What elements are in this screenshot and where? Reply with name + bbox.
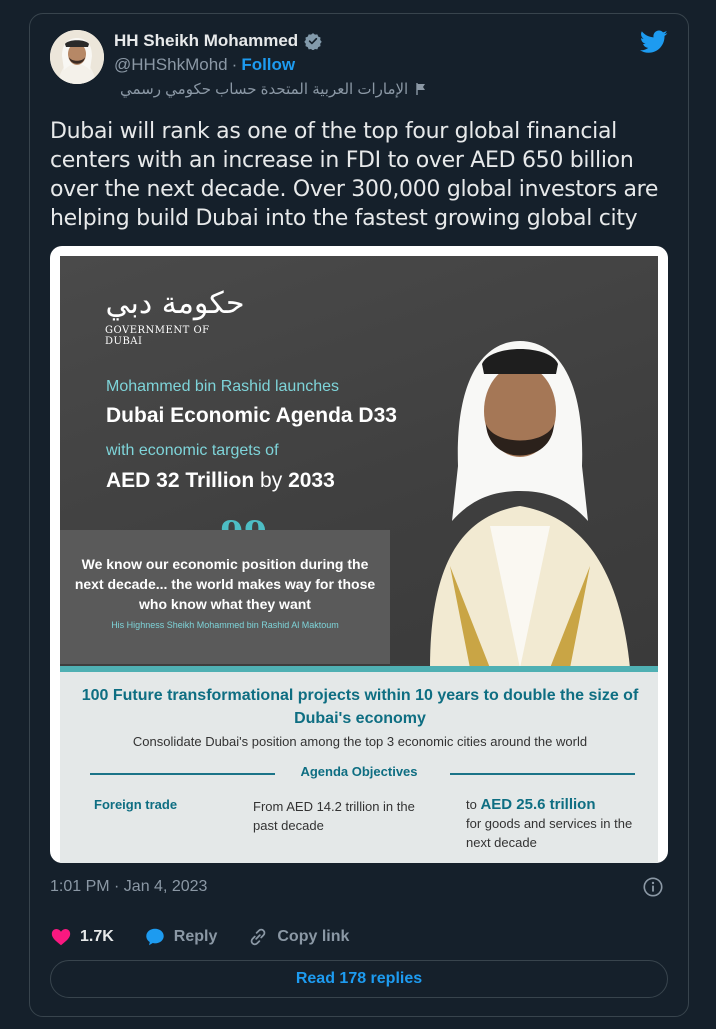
- twitter-bird-icon[interactable]: [640, 30, 668, 54]
- copy-link-button[interactable]: [247, 926, 349, 948]
- foreign-trade-label: Foreign trade: [94, 797, 178, 812]
- poster-launch-text: Mohammed bin Rashid launches: [106, 378, 340, 395]
- poster-subline: Consolidate Dubai's position among the top 3 economic cities around the world: [132, 734, 588, 749]
- poster-top-section: [60, 256, 658, 668]
- action-bar: [50, 926, 349, 948]
- poster-headline: 100 Future transformational projects within 10 years to double the size of Dubai's economy: [81, 687, 639, 727]
- author-name[interactable]: HH Sheikh Mohammed: [114, 31, 299, 50]
- government-of-dubai-logo: حكومة دبي GOVERNMENT OF DUBAI: [105, 286, 245, 347]
- read-replies-button[interactable]: Read 178 replies: [50, 960, 668, 998]
- author-handle[interactable]: @HHShkMohd: [114, 55, 228, 74]
- quote-attribution: His Highness Sheikh Mohammed bin Rashid Al Maktoum: [111, 620, 339, 630]
- like-button[interactable]: [50, 926, 114, 948]
- from-value: From AED 14.2 trillion in the past decade: [253, 799, 415, 833]
- avatar[interactable]: [50, 30, 104, 84]
- reply-bubble-icon: [144, 926, 166, 948]
- flag-icon: [414, 82, 428, 96]
- link-icon: [247, 926, 269, 948]
- separator: ·: [231, 55, 238, 74]
- tweet-media[interactable]: [50, 246, 668, 863]
- poster-agenda-title: Dubai Economic Agenda D33: [106, 404, 397, 427]
- poster-bottom-section: [60, 672, 658, 863]
- poster-with-text: with economic targets of: [106, 442, 279, 459]
- poster-target-text: AED 32 Trillion by 2033: [106, 469, 335, 492]
- copy-link-label: Copy link: [277, 928, 350, 945]
- info-icon[interactable]: [642, 876, 664, 898]
- tweet-text: Dubai will rank as one of the top four global financial centers with an increase in FDI to over AED 650 billion over the next decade. Over 300,000 global investors are helping build Dubai into the fastest growing global city: [50, 119, 659, 231]
- quote-text: We know our economic position during the next decade... the world makes way for those who know what they want: [74, 556, 376, 612]
- heart-icon: [50, 926, 72, 948]
- poster-image: [60, 256, 658, 863]
- like-count: 1.7K: [80, 928, 114, 945]
- government-label-text: الإمارات العربية المتحدة حساب حكومي رسمي: [120, 81, 409, 98]
- handle-row: [114, 55, 295, 75]
- agenda-objectives-label: Agenda Objectives: [300, 764, 418, 779]
- quote-box: [60, 530, 390, 664]
- verified-badge-icon: [304, 32, 322, 50]
- follow-button[interactable]: Follow: [241, 55, 296, 74]
- tweet-card: [29, 13, 689, 1017]
- reply-label: Reply: [173, 928, 218, 945]
- reply-button[interactable]: [144, 926, 218, 948]
- sheikh-portrait: [390, 316, 650, 668]
- author-name-row[interactable]: [114, 31, 322, 51]
- tweet-timestamp[interactable]: 1:01 PM · Jan 4, 2023: [50, 878, 208, 895]
- to-value: to AED 25.6 trillion for goods and services in the next decade: [466, 796, 633, 850]
- government-label: [120, 80, 428, 98]
